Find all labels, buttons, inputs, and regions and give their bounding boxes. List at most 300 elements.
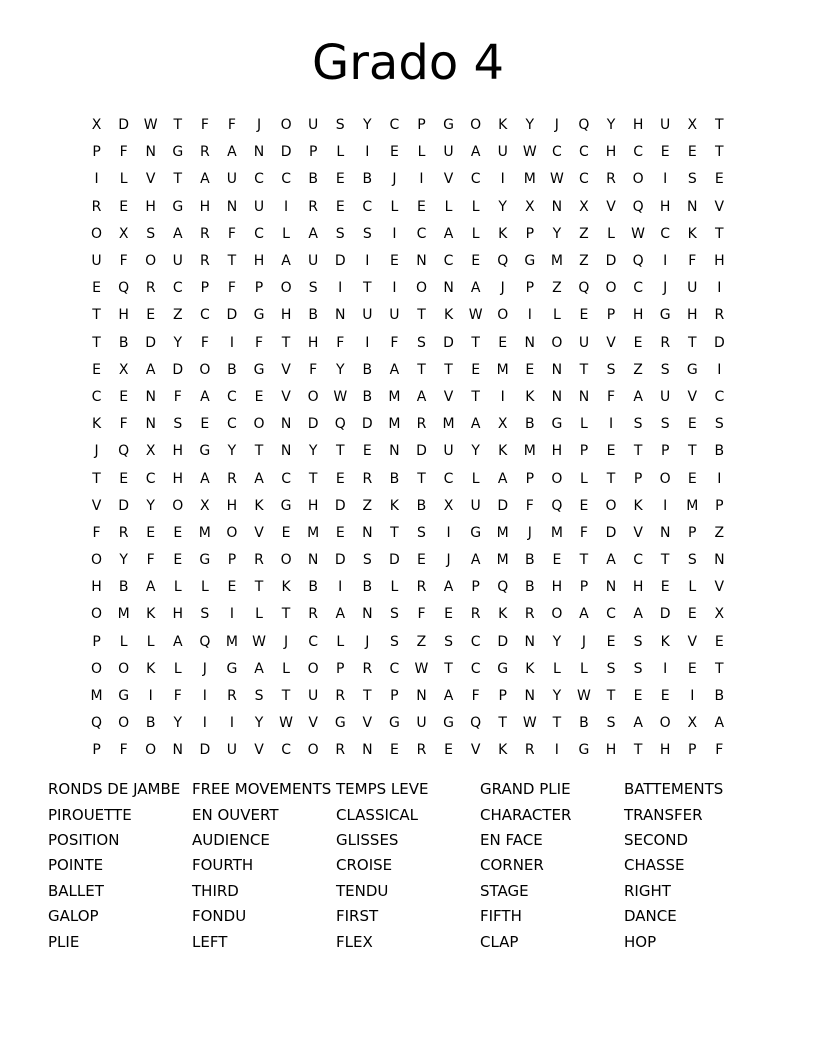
grid-letter: B (118, 579, 129, 596)
grid-letter: X (200, 497, 210, 514)
grid-letter: V (91, 497, 102, 514)
grid-letter: K (389, 497, 399, 514)
grid-letter: T (444, 660, 453, 677)
grid-letter: C (254, 225, 264, 242)
grid-letter: O (145, 742, 157, 759)
grid-letter: G (524, 253, 536, 270)
grid-letter: P (92, 633, 101, 650)
grid-letter: G (172, 198, 184, 215)
grid-letter: M (117, 606, 130, 623)
grid-letter: T (660, 552, 670, 569)
grid-letter: E (119, 198, 129, 215)
grid-letter: U (253, 198, 265, 215)
grid-row (83, 547, 733, 574)
grid-letter: I (419, 171, 424, 188)
grid-letter: X (145, 443, 156, 460)
grid-letter: F (606, 388, 616, 405)
grid-letter: D (307, 416, 319, 433)
grid-letter: A (389, 361, 400, 378)
grid-letter: R (524, 606, 535, 623)
grid-letter: I (608, 416, 614, 433)
grid-letter: O (307, 742, 319, 759)
grid-letter: E (362, 443, 372, 460)
grid-letter: K (660, 633, 670, 650)
grid-letter: O (551, 606, 563, 623)
grid-letter: O (659, 715, 671, 732)
grid-letter: F (227, 280, 236, 297)
grid-letter: N (443, 280, 454, 297)
grid-letter: Y (335, 361, 345, 378)
grid-letter: C (172, 280, 183, 297)
grid-letter: T (363, 280, 372, 297)
grid-letter: T (715, 225, 724, 242)
grid-letter: B (308, 307, 318, 324)
grid-letter: O (118, 660, 130, 677)
grid-letter: A (633, 606, 643, 623)
grid-letter: F (227, 225, 236, 242)
grid-letter: H (145, 198, 156, 215)
grid-letter: T (281, 334, 291, 351)
word-list-row (48, 929, 768, 954)
grid-letter: U (443, 443, 454, 460)
grid-letter: Q (578, 117, 590, 134)
grid-letter: L (336, 633, 345, 650)
grid-letter: H (632, 117, 644, 134)
grid-letter: H (199, 198, 211, 215)
grid-letter: I (663, 660, 668, 677)
grid-letter: V (254, 742, 264, 759)
grid-letter: V (470, 742, 481, 759)
grid-letter: H (307, 334, 319, 351)
grid-letter: T (254, 579, 264, 596)
grid-letter: C (633, 144, 643, 161)
grid-letter: T (308, 470, 318, 487)
grid-letter: E (444, 742, 453, 759)
grid-letter: P (336, 660, 345, 677)
grid-letter: R (118, 524, 129, 541)
grid-letter: H (172, 606, 184, 623)
grid-row (83, 520, 733, 547)
grid-letter: S (606, 660, 616, 677)
grid-letter: S (362, 552, 372, 569)
grid-letter: E (633, 334, 643, 351)
grid-letter: H (280, 307, 292, 324)
grid-letter: R (335, 688, 346, 705)
word-list-item: POINTE (48, 856, 104, 875)
grid-letter: A (470, 416, 481, 433)
grid-letter: F (227, 117, 236, 134)
grid-letter: U (308, 253, 319, 270)
grid-row (83, 166, 733, 193)
grid-letter: T (579, 361, 589, 378)
grid-letter: T (552, 715, 562, 732)
grid-letter: Z (579, 253, 589, 270)
grid-row (83, 221, 733, 248)
grid-letter: P (579, 443, 589, 460)
word-list-item: GRAND PLIE (480, 780, 571, 799)
grid-letter: O (551, 334, 563, 351)
grid-letter: C (633, 552, 643, 569)
grid-letter: H (659, 742, 671, 759)
grid-letter: N (280, 416, 292, 433)
grid-letter: E (146, 524, 156, 541)
grid-letter: G (578, 742, 590, 759)
grid-letter: E (119, 388, 129, 405)
grid-letter: E (417, 552, 426, 569)
grid-letter: F (390, 334, 399, 351)
grid-letter: N (362, 742, 373, 759)
grid-letter: L (417, 144, 426, 161)
grid-letter: V (281, 361, 291, 378)
grid-letter: W (143, 117, 158, 134)
grid-letter: Y (552, 633, 562, 650)
grid-letter: S (389, 633, 399, 650)
grid-letter: O (632, 171, 644, 188)
grid-letter: G (334, 715, 346, 732)
grid-letter: A (145, 579, 156, 596)
grid-letter: S (633, 416, 643, 433)
grid-letter: I (446, 524, 451, 541)
grid-letter: H (686, 307, 698, 324)
grid-letter: T (417, 361, 426, 378)
grid-letter: D (334, 253, 346, 270)
grid-letter: K (525, 388, 535, 405)
grid-letter: G (443, 715, 454, 732)
grid-letter: T (363, 688, 372, 705)
grid-letter: T (715, 117, 724, 134)
grid-letter: E (254, 388, 264, 405)
grid-letter: S (254, 688, 264, 705)
grid-letter: B (118, 334, 129, 351)
grid-letter: D (118, 117, 129, 134)
grid-letter: C (91, 388, 102, 405)
grid-letter: B (308, 171, 318, 188)
grid-letter: E (335, 198, 345, 215)
grid-letter: C (579, 144, 589, 161)
grid-letter: R (199, 225, 210, 242)
grid-letter: O (91, 225, 103, 242)
grid-letter: V (443, 171, 454, 188)
grid-letter: C (145, 470, 156, 487)
grid-letter: T (92, 307, 101, 324)
grid-letter: G (659, 307, 671, 324)
grid-letter: Q (632, 253, 644, 270)
grid-letter: E (335, 524, 345, 541)
grid-letter: A (227, 144, 237, 161)
grid-letter: H (632, 579, 644, 596)
grid-letter: I (229, 606, 234, 623)
grid-letter: X (118, 225, 129, 242)
grid-letter: S (417, 524, 426, 541)
grid-letter: W (279, 715, 293, 732)
grid-letter: C (633, 280, 643, 297)
grid-letter: N (172, 742, 184, 759)
grid-letter: D (145, 334, 157, 351)
grid-letter: J (256, 117, 262, 134)
grid-letter: Y (525, 117, 535, 134)
word-list-row (48, 777, 768, 802)
grid-letter: R (199, 253, 210, 270)
grid-letter: Q (91, 715, 103, 732)
word-list (48, 777, 768, 955)
word-list-row (48, 879, 768, 904)
grid-letter: Q (118, 280, 130, 297)
grid-letter: B (145, 715, 156, 732)
grid-letter: U (660, 117, 671, 134)
grid-letter: X (443, 497, 454, 514)
grid-letter: W (252, 633, 266, 650)
grid-letter: H (659, 198, 671, 215)
grid-letter: A (254, 470, 264, 487)
grid-letter: B (308, 579, 318, 596)
grid-letter: B (579, 715, 589, 732)
grid-letter: D (443, 334, 454, 351)
grid-letter: E (389, 253, 399, 270)
grid-letter: Y (606, 117, 616, 134)
grid-letter: A (443, 225, 454, 242)
grid-letter: F (309, 361, 318, 378)
grid-letter: W (577, 688, 591, 705)
grid-letter: Z (552, 280, 562, 297)
grid-letter: A (443, 688, 454, 705)
grid-letter: E (687, 660, 697, 677)
grid-letter: V (254, 524, 264, 541)
word-list-item: GLISSES (336, 830, 399, 849)
grid-row (83, 683, 733, 710)
grid-letter: C (714, 388, 725, 405)
grid-letter: K (91, 416, 102, 433)
grid-letter: Z (172, 307, 183, 324)
grid-letter: W (414, 660, 429, 677)
grid-letter: S (417, 334, 426, 351)
word-list-item: GALOP (48, 907, 99, 926)
grid-letter: C (551, 144, 562, 161)
grid-letter: T (92, 334, 101, 351)
grid-letter: E (173, 552, 183, 569)
grid-letter: O (497, 307, 509, 324)
grid-letter: T (471, 388, 480, 405)
grid-letter: F (119, 253, 128, 270)
grid-letter: O (91, 606, 103, 623)
grid-letter: R (416, 742, 427, 759)
word-list-row (48, 828, 768, 853)
grid-letter: W (333, 388, 348, 405)
grid-letter: I (663, 497, 668, 514)
grid-letter: E (633, 688, 643, 705)
grid-letter: K (281, 579, 291, 596)
word-list-item: CHASSE (624, 856, 685, 875)
grid-letter: E (552, 552, 562, 569)
grid-letter: R (362, 660, 373, 677)
word-list-item: EN FACE (480, 830, 543, 849)
grid-letter: F (173, 688, 182, 705)
grid-row (83, 656, 733, 683)
grid-letter: R (606, 171, 616, 188)
grid-letter: O (605, 497, 617, 514)
grid-letter: R (91, 198, 102, 215)
grid-letter: A (200, 388, 210, 405)
grid-letter: C (227, 388, 237, 405)
grid-letter: S (687, 552, 697, 569)
grid-letter: M (496, 361, 509, 378)
grid-letter: A (200, 470, 210, 487)
grid-letter: L (688, 579, 697, 596)
word-list-item: BATTEMENTS (624, 780, 724, 799)
grid-letter: B (524, 416, 535, 433)
word-list-item: FLEX (336, 932, 373, 951)
grid-letter: N (307, 552, 319, 569)
grid-letter: B (524, 552, 535, 569)
grid-letter: C (308, 633, 319, 650)
grid-letter: I (338, 280, 343, 297)
grid-letter: R (145, 280, 156, 297)
word-list-item: DANCE (624, 907, 677, 926)
grid-letter: T (335, 443, 345, 460)
grid-letter: K (146, 660, 156, 677)
grid-letter: O (551, 470, 563, 487)
grid-letter: T (444, 361, 453, 378)
grid-row (83, 357, 733, 384)
grid-letter: T (471, 334, 480, 351)
word-list-item: RONDS DE JAMBE (48, 780, 181, 799)
grid-letter: L (282, 660, 290, 677)
grid-letter: A (497, 470, 508, 487)
grid-letter: R (254, 552, 264, 569)
grid-letter: M (90, 688, 103, 705)
grid-letter: U (660, 388, 671, 405)
word-list-item: FONDU (192, 907, 247, 926)
word-list-item: FOURTH (192, 856, 254, 875)
grid-letter: Y (552, 688, 562, 705)
grid-letter: A (145, 361, 156, 378)
grid-letter: F (715, 742, 724, 759)
word-list-item: POSITION (48, 830, 120, 849)
grid-letter: X (687, 117, 698, 134)
grid-letter: I (554, 742, 559, 759)
grid-letter: H (551, 579, 563, 596)
grid-letter: G (388, 715, 400, 732)
grid-letter: N (416, 253, 427, 270)
grid-letter: E (606, 633, 616, 650)
grid-letter: K (146, 606, 156, 623)
grid-letter: O (280, 280, 292, 297)
grid-letter: I (663, 253, 668, 270)
grid-letter: P (525, 225, 535, 242)
grid-letter: O (415, 280, 427, 297)
grid-letter: K (525, 660, 535, 677)
grid-letter: G (118, 688, 130, 705)
grid-letter: V (443, 388, 454, 405)
grid-letter: T (715, 144, 724, 161)
grid-letter: E (227, 579, 237, 596)
grid-letter: Y (173, 715, 183, 732)
grid-letter: J (500, 280, 505, 297)
grid-letter: D (280, 144, 292, 161)
grid-letter: S (362, 225, 372, 242)
grid-letter: Z (416, 633, 427, 650)
grid-letter: M (307, 524, 320, 541)
grid-letter: M (523, 443, 536, 460)
grid-letter: C (281, 470, 291, 487)
grid-letter: K (498, 606, 508, 623)
grid-letter: T (579, 552, 589, 569)
word-list-item: CLAP (480, 932, 519, 951)
grid-letter: G (686, 361, 698, 378)
grid-letter: Q (497, 253, 509, 270)
word-list-item: FIRST (336, 907, 379, 926)
grid-letter: G (172, 144, 184, 161)
grid-letter: B (362, 171, 373, 188)
grid-letter: R (416, 416, 427, 433)
grid-letter: H (551, 443, 563, 460)
grid-letter: C (281, 742, 291, 759)
grid-letter: N (362, 606, 373, 623)
grid-letter: R (227, 470, 237, 487)
grid-letter: A (633, 715, 643, 732)
grid-letter: L (119, 171, 128, 188)
grid-letter: W (522, 144, 537, 161)
grid-letter: I (717, 361, 722, 378)
grid-letter: L (580, 660, 588, 677)
grid-letter: F (119, 416, 128, 433)
grid-letter: L (580, 416, 588, 433)
grid-letter: R (199, 144, 210, 161)
grid-letter: O (91, 552, 103, 569)
grid-letter: O (91, 660, 103, 677)
grid-letter: T (715, 660, 724, 677)
grid-letter: Y (363, 117, 372, 134)
grid-letter: T (281, 688, 291, 705)
grid-letter: N (551, 198, 563, 215)
grid-letter: C (470, 660, 481, 677)
grid-letter: J (527, 524, 532, 541)
grid-letter: M (388, 388, 401, 405)
grid-letter: O (307, 660, 319, 677)
grid-letter: H (307, 497, 319, 514)
grid-letter: U (578, 334, 590, 351)
grid-letter: I (717, 280, 722, 297)
grid-letter: I (527, 307, 532, 324)
grid-letter: S (200, 606, 210, 623)
word-list-item: FREE MOVEMENTS (192, 780, 332, 799)
grid-letter: M (550, 253, 563, 270)
grid-letter: T (498, 715, 507, 732)
page-title: Grado 4 (312, 35, 504, 91)
grid-letter: M (496, 524, 509, 541)
grid-letter: S (335, 117, 345, 134)
grid-row (83, 112, 733, 139)
grid-letter: P (227, 552, 237, 569)
grid-letter: W (522, 715, 537, 732)
grid-letter: Q (551, 497, 563, 514)
grid-letter: E (606, 443, 616, 460)
grid-letter: M (225, 633, 238, 650)
grid-letter: T (227, 253, 237, 270)
grid-letter: E (660, 579, 670, 596)
grid-letter: L (580, 470, 588, 487)
grid-letter: F (579, 524, 588, 541)
grid-letter: C (470, 633, 481, 650)
grid-letter: O (118, 715, 130, 732)
grid-row (83, 384, 733, 411)
grid-letter: D (713, 334, 725, 351)
grid-row (83, 601, 733, 628)
grid-letter: U (362, 307, 373, 324)
grid-letter: L (282, 225, 290, 242)
grid-letter: M (496, 552, 509, 569)
grid-letter: C (199, 307, 210, 324)
grid-row (83, 465, 733, 492)
